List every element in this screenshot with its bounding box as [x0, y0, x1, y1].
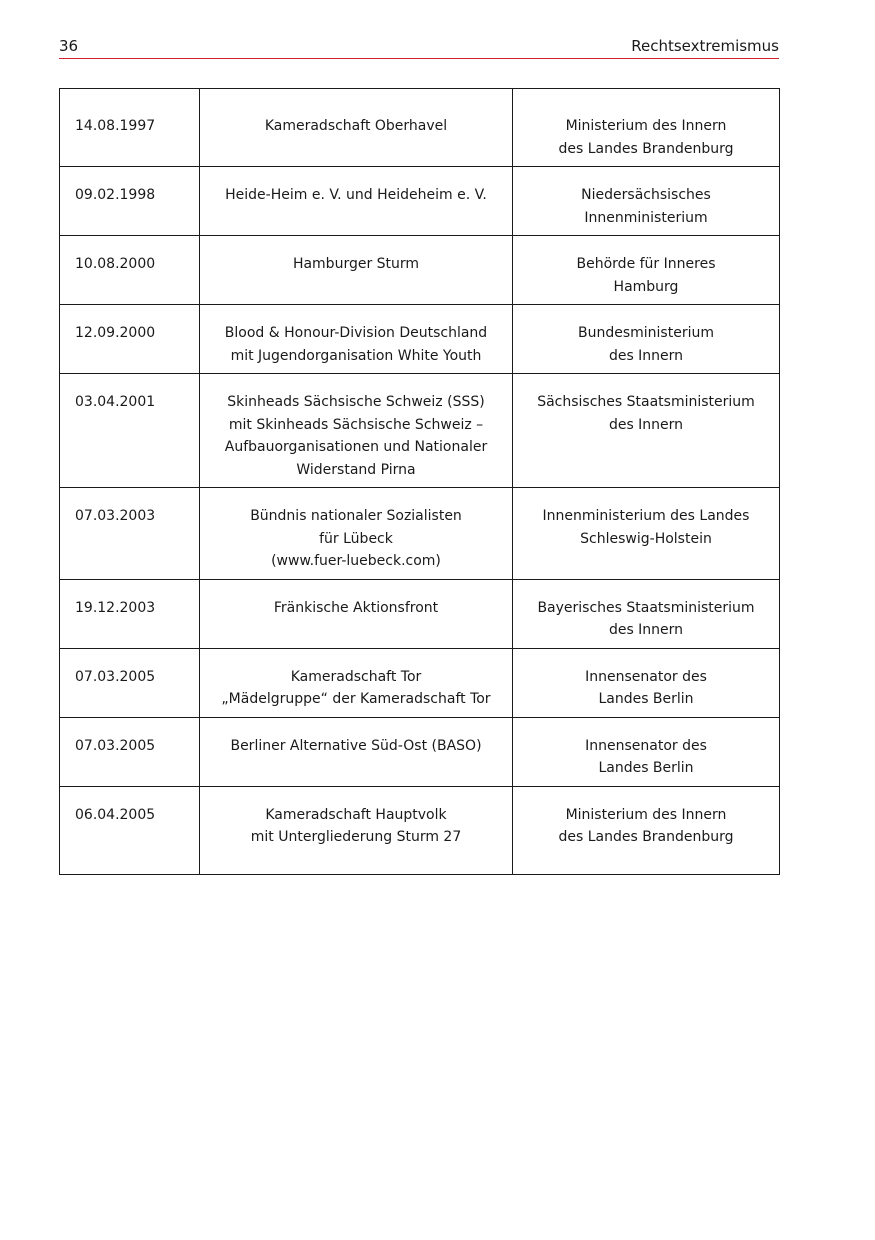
authority-name: des Innern: [608, 416, 684, 433]
ban-table: [59, 88, 780, 875]
table-row: [60, 579, 780, 648]
organization-name: Hamburger Sturm: [292, 256, 420, 272]
organization-name: Skinheads Sächsische Schweiz (SSS): [227, 394, 485, 410]
ban-date: 14.08.1997: [75, 118, 156, 134]
organization-cell: [200, 717, 513, 786]
authority-cell: [513, 89, 780, 167]
table-row: [60, 374, 780, 488]
organization-name: Heide-Heim e. V. und Heideheim e. V.: [225, 187, 487, 203]
ban-date-cell: [60, 579, 200, 648]
authority-name: Innensenator des: [585, 668, 707, 685]
ban-date-cell: [60, 488, 200, 580]
ban-date-cell: [60, 89, 200, 167]
authority-cell: [513, 488, 780, 580]
authority-name: des Landes Brandenburg: [558, 140, 734, 157]
organization-cell: [200, 236, 513, 305]
authority-name: Bundesministerium: [578, 325, 714, 341]
authority-name: Niedersächsisches: [581, 187, 711, 203]
authority-cell: [513, 786, 780, 874]
ban-date: 07.03.2005: [75, 737, 156, 754]
table-row: [60, 648, 780, 717]
organization-name: (www.fuer-luebeck.com): [271, 553, 441, 569]
authority-name: Bayerisches Staatsministerium: [537, 599, 755, 616]
table-row: [60, 89, 780, 167]
table-row: [60, 236, 780, 305]
organization-name: mit Jugendorganisation White Youth: [230, 347, 482, 364]
organization-cell: [200, 374, 513, 488]
ban-date-cell: [60, 305, 200, 374]
organization-name: mit Skinheads Sächsische Schweiz –: [228, 416, 484, 433]
authority-name: Innensenator des: [585, 737, 707, 754]
running-title: Rechtsextremismus: [631, 37, 779, 55]
ban-date-cell: [60, 236, 200, 305]
ban-date: 19.12.2003: [75, 599, 156, 616]
ban-date: 07.03.2005: [75, 668, 156, 685]
organization-name: Widerstand Pirna: [296, 461, 416, 478]
ban-date-cell: [60, 648, 200, 717]
page-number: 36: [59, 37, 79, 55]
table-row: [60, 305, 780, 374]
ban-date: 06.04.2005: [75, 806, 156, 823]
organization-name: „Mädelgruppe“ der Kameradschaft Tor: [221, 691, 491, 707]
ban-date-cell: [60, 374, 200, 488]
table-row: [60, 167, 780, 236]
organization-name: mit Untergliederung Sturm 27: [250, 829, 462, 845]
organization-name: Fränkische Aktionsfront: [273, 599, 439, 616]
page-header: [59, 36, 779, 59]
authority-cell: [513, 579, 780, 648]
ban-date: 07.03.2003: [75, 508, 156, 524]
ban-date: 09.02.1998: [75, 187, 156, 203]
authority-cell: [513, 167, 780, 236]
ban-date-cell: [60, 717, 200, 786]
authority-name: des Innern: [608, 622, 684, 638]
organization-name: Aufbauorganisationen und Nationaler: [224, 439, 488, 455]
ban-date: 12.09.2000: [75, 325, 156, 341]
ban-table-body: [60, 89, 780, 875]
organization-name: Kameradschaft Oberhavel: [264, 118, 448, 134]
organization-name: für Lübeck: [319, 530, 393, 547]
ban-date-cell: [60, 786, 200, 874]
authority-cell: [513, 236, 780, 305]
organization-name: Kameradschaft Hauptvolk: [265, 806, 447, 823]
organization-cell: [200, 488, 513, 580]
table-row: [60, 786, 780, 874]
organization-cell: [200, 648, 513, 717]
organization-cell: [200, 786, 513, 874]
table-row: [60, 717, 780, 786]
ban-date: 10.08.2000: [75, 256, 156, 272]
organization-name: Berliner Alternative Süd-Ost (BASO): [230, 737, 482, 754]
authority-name: Sächsisches Staatsministerium: [537, 394, 755, 410]
organization-name: Bündnis nationaler Sozialisten: [250, 508, 462, 524]
organization-cell: [200, 89, 513, 167]
authority-cell: [513, 717, 780, 786]
authority-name: Ministerium des Innern: [565, 118, 727, 134]
authority-name: des Innern: [608, 347, 684, 364]
organization-name: Blood & Honour-Division Deutschland: [224, 325, 488, 341]
authority-name: Innenministerium des Landes: [542, 508, 750, 524]
authority-name: Schleswig-Holstein: [580, 530, 712, 547]
authority-name: des Landes Brandenburg: [558, 829, 734, 845]
ban-date: 03.04.2001: [75, 394, 156, 410]
organization-cell: [200, 579, 513, 648]
authority-cell: [513, 305, 780, 374]
organization-cell: [200, 167, 513, 236]
authority-name: Behörde für Inneres: [576, 256, 716, 272]
table-row: [60, 488, 780, 580]
organization-name: Kameradschaft Tor: [290, 668, 422, 685]
authority-name: Ministerium des Innern: [565, 806, 727, 823]
authority-name: Landes Berlin: [598, 691, 694, 707]
organization-cell: [200, 305, 513, 374]
ban-date-cell: [60, 167, 200, 236]
authority-cell: [513, 374, 780, 488]
authority-cell: [513, 648, 780, 717]
authority-name: Landes Berlin: [598, 760, 694, 776]
authority-name: Hamburg: [613, 278, 679, 295]
authority-name: Innenministerium: [584, 209, 708, 226]
